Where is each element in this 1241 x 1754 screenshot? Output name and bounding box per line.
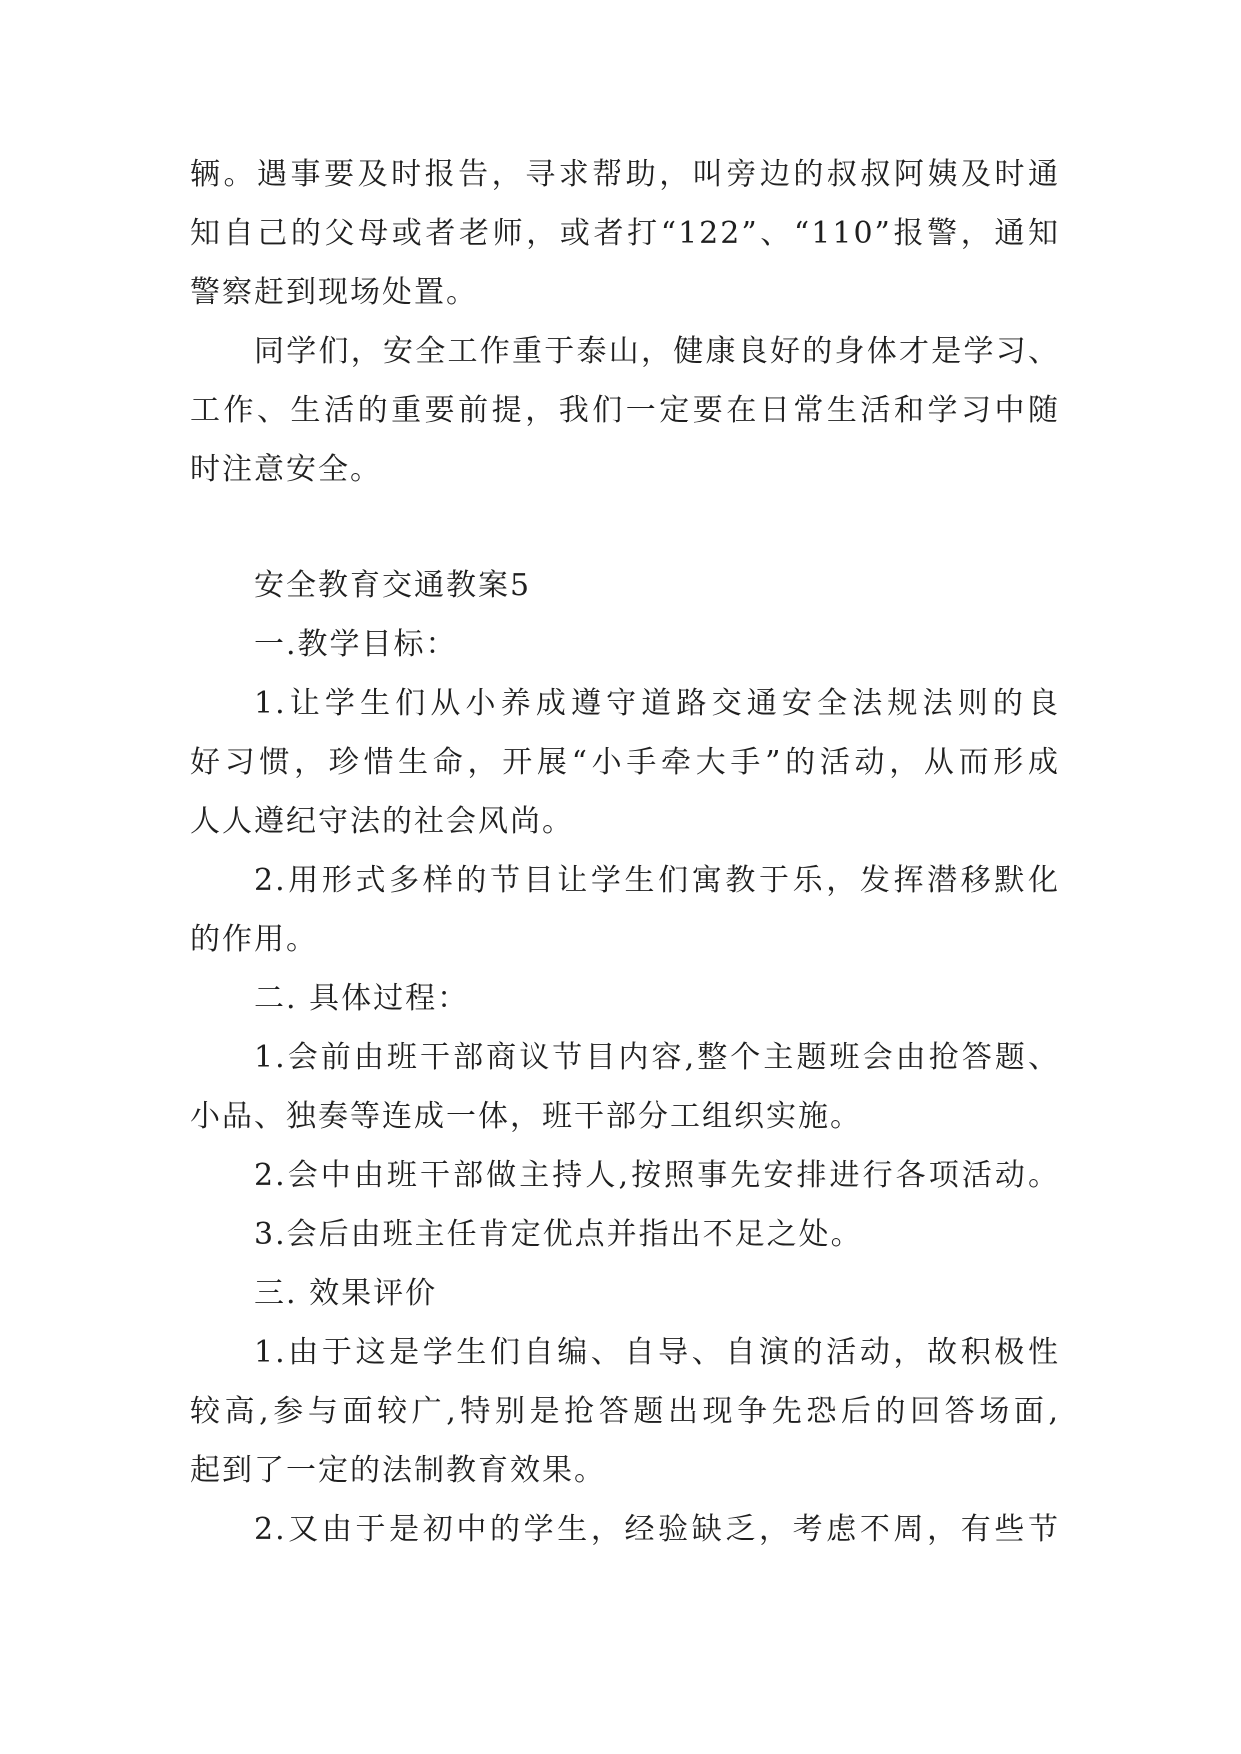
- body-text-line: 较高,参与面较广,特别是抢答题出现争先恐后的回答场面,: [190, 1394, 1060, 1429]
- body-text-line: 2.用形式多样的节目让学生们寓教于乐，发挥潜移默化: [254, 863, 1060, 898]
- body-text-line: 起到了一定的法制教育效果。: [190, 1453, 606, 1488]
- body-text-line: 1.会前由班干部商议节目内容,整个主题班会由抢答题、: [254, 1040, 1060, 1075]
- body-text-line: 1.由于这是学生们自编、自导、自演的活动，故积极性: [254, 1335, 1060, 1370]
- body-text-line: 人人遵纪守法的社会风尚。: [190, 804, 574, 839]
- body-text-line: 1.让学生们从小养成遵守道路交通安全法规法则的良: [254, 686, 1060, 721]
- section-title: 安全教育交通教案5: [254, 568, 532, 603]
- body-text-line: 的作用。: [190, 922, 318, 957]
- body-text-line: 2.会中由班干部做主持人,按照事先安排进行各项活动。: [254, 1158, 1060, 1193]
- body-text-line: 辆。遇事要及时报告，寻求帮助，叫旁边的叔叔阿姨及时通: [190, 157, 1060, 192]
- heading-evaluation: 三. 效果评价: [254, 1276, 438, 1311]
- body-text-line: 3.会后由班主任肯定优点并指出不足之处。: [254, 1217, 863, 1252]
- body-text-line: 同学们，安全工作重于泰山，健康良好的身体才是学习、: [254, 334, 1060, 369]
- body-text-line: 工作、生活的重要前提，我们一定要在日常生活和学习中随: [190, 393, 1060, 428]
- body-text-line: 好习惯，珍惜生命，开展“小手牵大手”的活动，从而形成: [190, 745, 1060, 780]
- body-text-line: 时注意安全。: [190, 452, 382, 487]
- heading-process: 二. 具体过程：: [254, 981, 470, 1016]
- body-text-line: 知自己的父母或者老师，或者打“122”、“110”报警，通知: [190, 216, 1060, 251]
- body-text-line: 2.又由于是初中的学生，经验缺乏，考虑不周，有些节: [254, 1512, 1060, 1547]
- body-text-line: 小品、独奏等连成一体，班干部分工组织实施。: [190, 1099, 862, 1134]
- body-text-line: 警察赶到现场处置。: [190, 275, 478, 310]
- heading-teaching-goals: 一.教学目标：: [254, 627, 458, 662]
